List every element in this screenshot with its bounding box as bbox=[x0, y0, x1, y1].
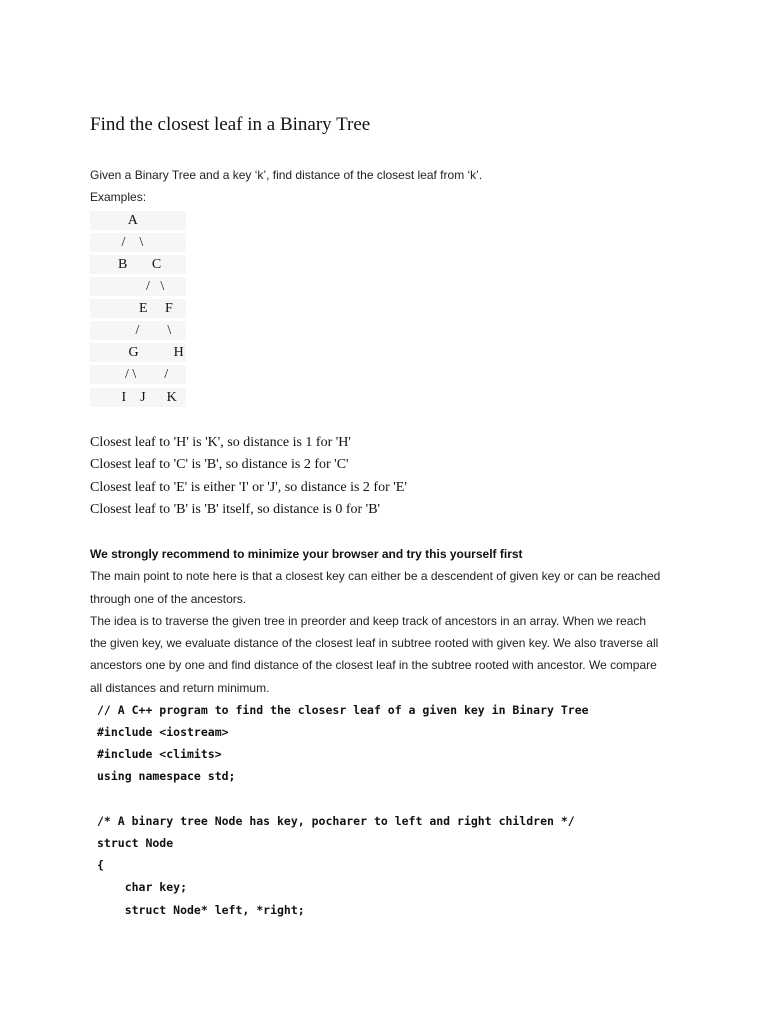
paragraph-line: all distances and return minimum. bbox=[90, 681, 270, 695]
code-line: using namespace std; bbox=[97, 769, 236, 783]
tree-line bbox=[90, 277, 186, 296]
examples-label: Examples: bbox=[90, 190, 147, 204]
tree-line-text: / \ / bbox=[90, 367, 169, 382]
code-line: char key; bbox=[97, 880, 188, 894]
code-line: #include <iostream> bbox=[97, 725, 229, 739]
tree-line-text: / \ bbox=[90, 235, 144, 250]
code-line: struct Node* left, *right; bbox=[97, 903, 305, 917]
tree-line bbox=[90, 211, 186, 230]
tree-line bbox=[90, 365, 186, 384]
tree-line-text: A bbox=[90, 213, 138, 228]
tree-line bbox=[90, 233, 186, 252]
code-line: { bbox=[97, 858, 104, 872]
tree-line bbox=[90, 388, 186, 407]
tree-line bbox=[90, 299, 186, 318]
closest-leaf-line: Closest leaf to 'E' is either 'I' or 'J', so distance is 2 for 'E' bbox=[90, 480, 407, 495]
paragraph-line: the given key, we evaluate distance of the closest leaf in subtree rooted with given key. We also traverse all bbox=[90, 636, 659, 650]
recommend-text: We strongly recommend to minimize your browser and try this yourself first bbox=[90, 547, 523, 561]
code-line: /* A binary tree Node has key, pocharer to left and right children */ bbox=[97, 814, 575, 828]
paragraph-line: through one of the ancestors. bbox=[90, 592, 247, 606]
paragraph-line: The idea is to traverse the given tree in preorder and keep track of ancestors in an array. When we reach bbox=[90, 614, 647, 628]
tree-line-text: / \ bbox=[90, 279, 165, 294]
tree-line-text: / \ bbox=[90, 323, 172, 338]
closest-leaf-line: Closest leaf to 'C' is 'B', so distance is 2 for 'C' bbox=[90, 457, 349, 472]
closest-leaf-line: Closest leaf to 'B' is 'B' itself, so distance is 0 for 'B' bbox=[90, 502, 381, 517]
tree-line bbox=[90, 343, 186, 362]
tree-line-text: G H bbox=[90, 345, 184, 360]
tree-line-text: E F bbox=[90, 301, 173, 316]
tree-line bbox=[90, 255, 186, 274]
closest-leaf-line: Closest leaf to 'H' is 'K', so distance is 1 for 'H' bbox=[90, 435, 351, 450]
tree-line-text: I J K bbox=[90, 390, 177, 405]
page-title: Find the closest leaf in a Binary Tree bbox=[90, 114, 371, 135]
tree-line bbox=[90, 321, 186, 340]
code-line: #include <climits> bbox=[97, 747, 222, 761]
paragraph-line: The main point to note here is that a closest key can either be a descendent of given key or can be reached bbox=[90, 569, 661, 583]
code-line: struct Node bbox=[97, 836, 174, 850]
intro-text: Given a Binary Tree and a key ‘k’, find distance of the closest leaf from ‘k’. bbox=[90, 168, 483, 182]
tree-line-text: B C bbox=[90, 257, 162, 272]
paragraph-line: ancestors one by one and find distance of the closest leaf in the subtree rooted with ancestor. We compare bbox=[90, 658, 657, 672]
code-line: // A C++ program to find the closesr leaf of a given key in Binary Tree bbox=[97, 703, 589, 717]
